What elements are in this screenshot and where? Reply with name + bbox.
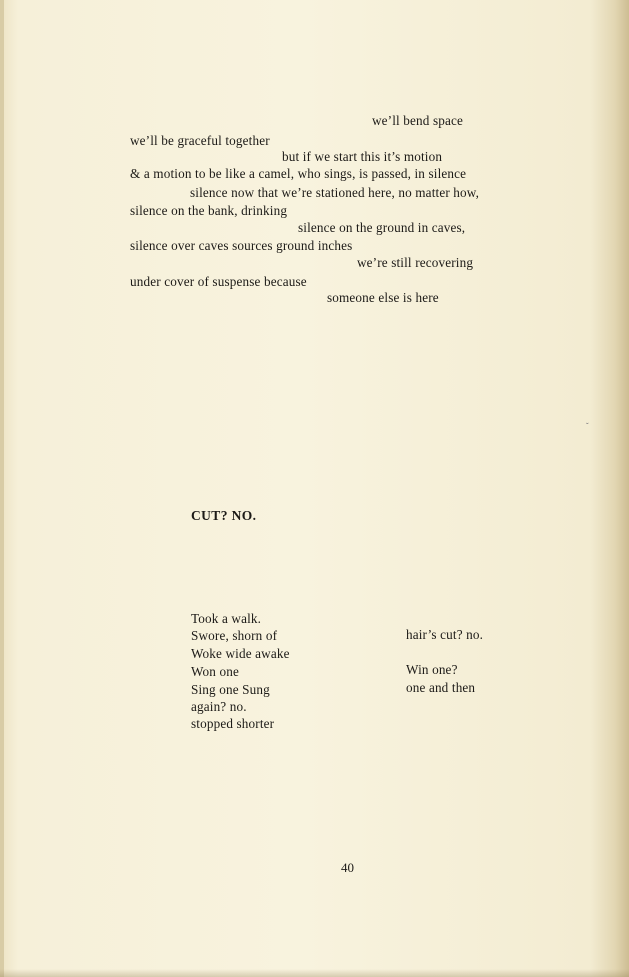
page-speck: ˬ <box>586 415 589 424</box>
poem1-line-9: we’re still recovering <box>357 255 474 270</box>
poem1-line-3: but if we start this it’s motion <box>282 149 443 164</box>
poem1-line-7: silence on the ground in caves, <box>298 220 466 235</box>
poem1-line-8: silence over caves sources ground inches <box>130 238 353 253</box>
poem2-left-line-1: Took a walk. <box>191 611 262 626</box>
poem2-left-line-4: Won one <box>191 664 239 679</box>
poem1-line-2: we’ll be graceful together <box>130 133 270 148</box>
poem2-title: CUT? NO. <box>191 508 257 523</box>
page-number: 40 <box>341 860 354 875</box>
poem1-line-10: under cover of suspense because <box>130 274 307 289</box>
poem2-right-line-2: Win one? <box>406 662 458 677</box>
poem2-left-line-2: Swore, shorn of <box>191 628 278 643</box>
poem1-line-1: we’ll bend space <box>372 113 464 128</box>
poem2-right-line-3: one and then <box>406 680 476 695</box>
poem1-line-11: someone else is here <box>327 290 439 305</box>
poem2-left-line-5: Sing one Sung <box>191 682 270 697</box>
poem1-line-4: & a motion to be like a camel, who sings, is passed, in silence <box>130 166 467 181</box>
page-bottom-shadow <box>0 969 629 977</box>
poem1-line-5: silence now that we’re stationed here, no matter how, <box>190 185 480 200</box>
poem1-line-6: silence on the bank, drinking <box>130 203 288 218</box>
poem2-right-line-1: hair’s cut? no. <box>406 627 484 642</box>
page-left-edge <box>0 0 4 977</box>
poem2-left-line-3: Woke wide awake <box>191 646 290 661</box>
poem2-left-line-6: again? no. <box>191 699 247 714</box>
poem2-left-line-7: stopped shorter <box>191 716 275 731</box>
